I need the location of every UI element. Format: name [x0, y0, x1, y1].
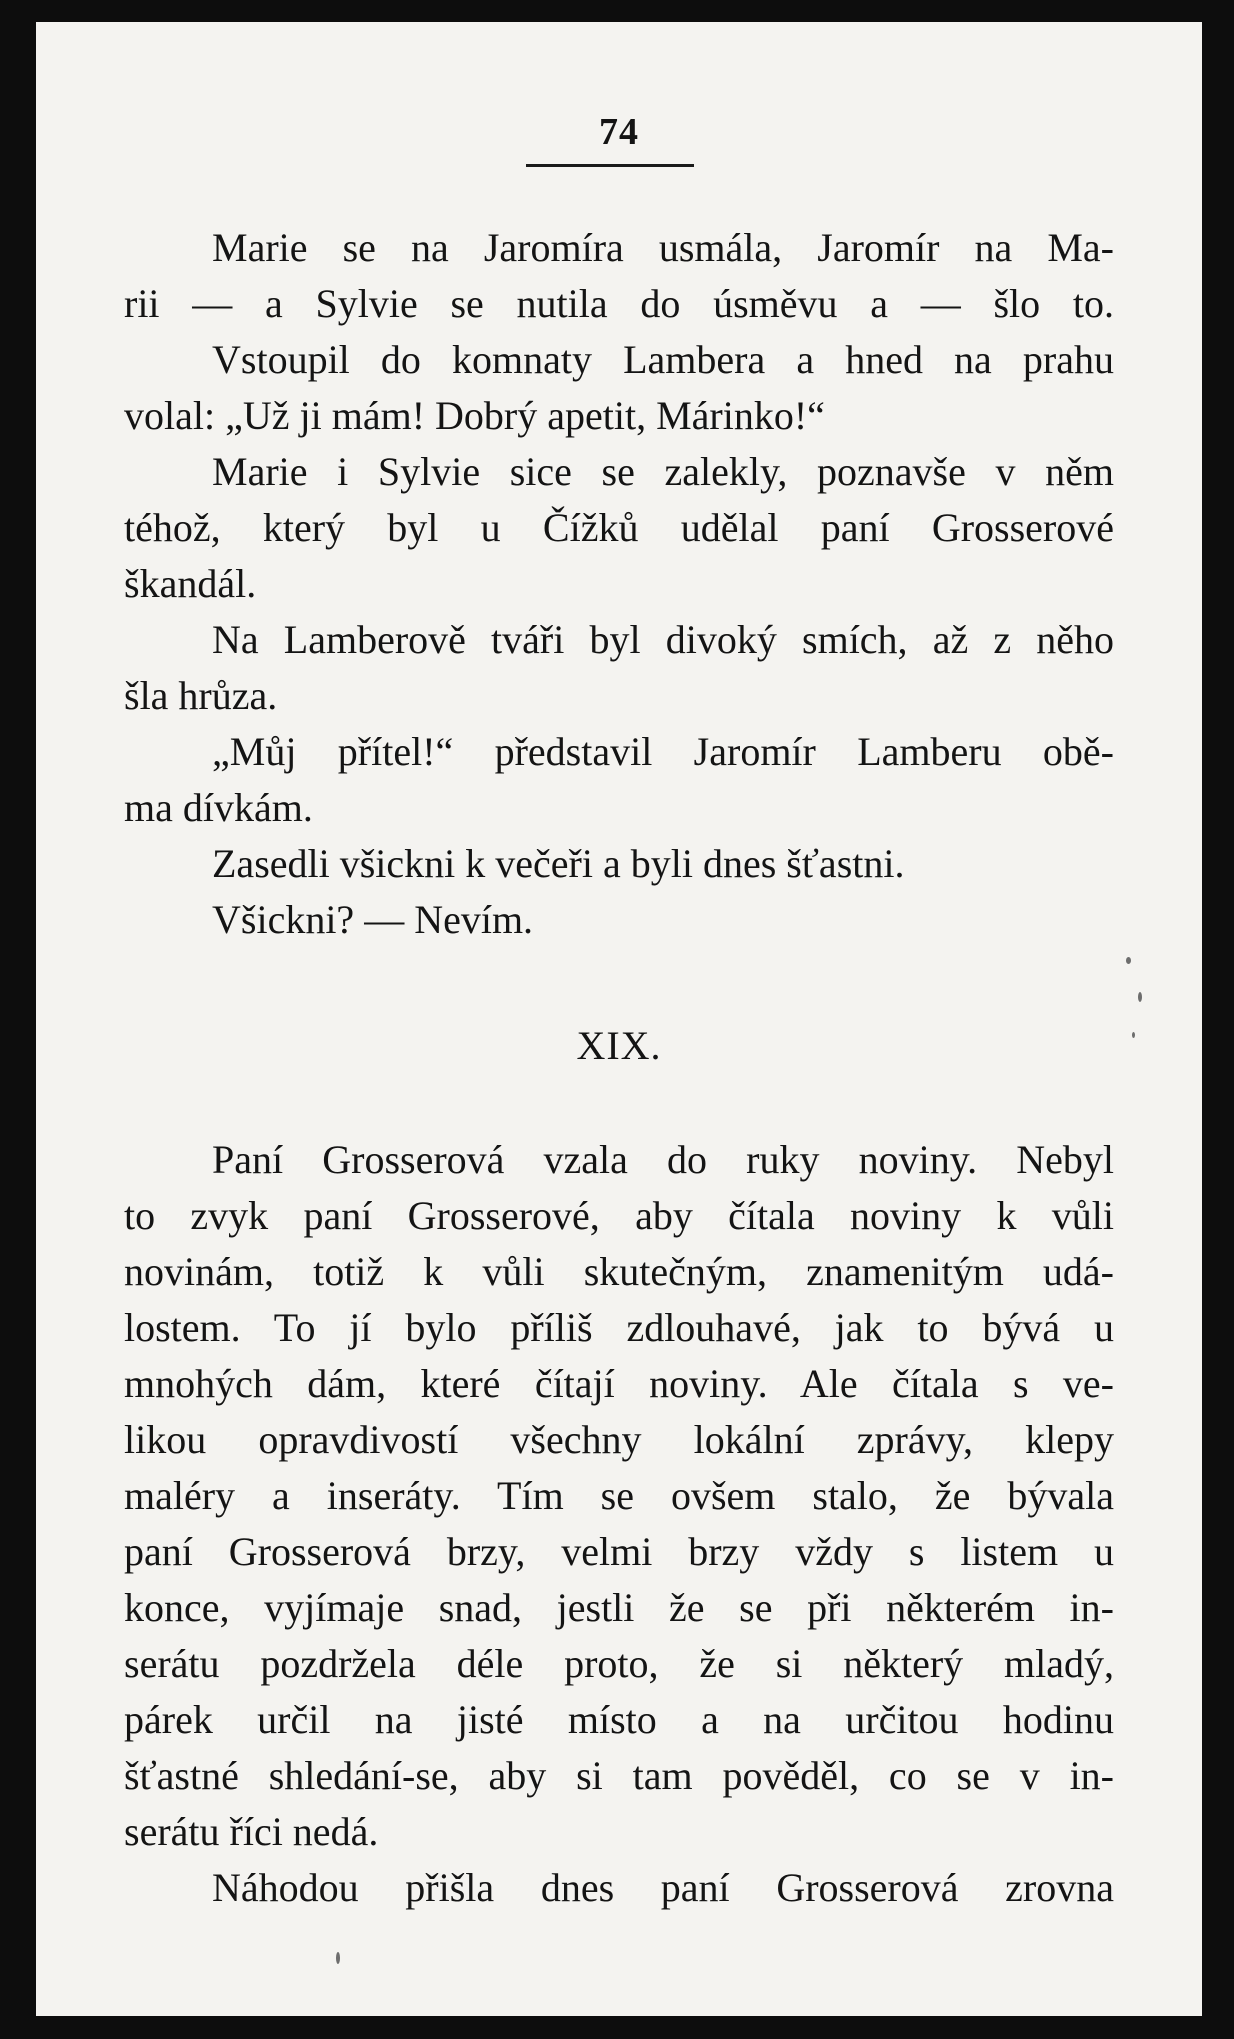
text-line: rii — a Sylvie se nutila do úsměvu a — šlo to.: [124, 281, 1114, 326]
text-line: škandál.: [124, 561, 257, 606]
book-page: [36, 22, 1202, 2016]
page-number: 74: [599, 111, 639, 153]
text-line: maléry a inseráty. Tím se ovšem stalo, že bývala: [124, 1473, 1114, 1518]
text-line: Vstoupil do komnaty Lambera a hned na prahu: [212, 337, 1114, 382]
text-line: téhož, který byl u Čížků udělal paní Grosserové: [124, 505, 1114, 550]
text-line: novinám, totiž k vůli skutečným, znamenitým udá-: [124, 1249, 1114, 1294]
chapter-heading: XIX.: [576, 1023, 662, 1068]
text-line: Náhodou přišla dnes paní Grosserová zrovna: [212, 1865, 1114, 1910]
text-line: šťastné shledání-se, aby si tam pověděl, co se v in-: [124, 1753, 1114, 1798]
text-line: Všickni? — Nevím.: [212, 897, 534, 942]
text-line: lostem. To jí bylo příliš zdlouhavé, jak to bývá u: [124, 1305, 1114, 1350]
paragraph-block-bottom: [124, 1132, 1114, 1916]
text-line: „Můj přítel!“ představil Jaromír Lamberu obě-: [212, 729, 1114, 774]
paper-speck: [1126, 957, 1131, 964]
paper-speck: [1138, 992, 1142, 1002]
text-line: ma dívkám.: [124, 785, 313, 830]
text-line: serátu říci nedá.: [124, 1809, 379, 1854]
text-line: šla hrůza.: [124, 673, 278, 718]
paragraph-block-top: [124, 220, 1114, 948]
text-line: Marie i Sylvie sice se zalekly, poznavše v něm: [212, 449, 1114, 494]
paper-speck: [1132, 1032, 1135, 1038]
text-line: konce, vyjímaje snad, jestli že se při některém in-: [124, 1585, 1114, 1630]
text-line: mnohých dám, které čítají noviny. Ale čítala s ve-: [124, 1361, 1114, 1406]
text-line: serátu pozdržela déle proto, že si některý mladý,: [124, 1641, 1114, 1686]
page-number-rule: [526, 164, 694, 167]
text-line: párek určil na jisté místo a na určitou hodinu: [124, 1697, 1114, 1742]
text-line: volal: „Už ji mám! Dobrý apetit, Márinko!“: [124, 393, 825, 438]
text-line: Paní Grosserová vzala do ruky noviny. Nebyl: [212, 1137, 1114, 1182]
text-line: paní Grosserová brzy, velmi brzy vždy s listem u: [124, 1529, 1114, 1574]
text-line: Marie se na Jaromíra usmála, Jaromír na Ma-: [212, 225, 1114, 270]
paper-speck: [336, 1952, 340, 1964]
text-line: Na Lamberově tváři byl divoký smích, až z něho: [212, 617, 1114, 662]
text-line: likou opravdivostí všechny lokální zprávy, klepy: [124, 1417, 1114, 1462]
text-line: Zasedli všickni k večeři a byli dnes šťastni.: [212, 841, 905, 886]
text-line: to zvyk paní Grosserové, aby čítala noviny k vůli: [124, 1193, 1114, 1238]
